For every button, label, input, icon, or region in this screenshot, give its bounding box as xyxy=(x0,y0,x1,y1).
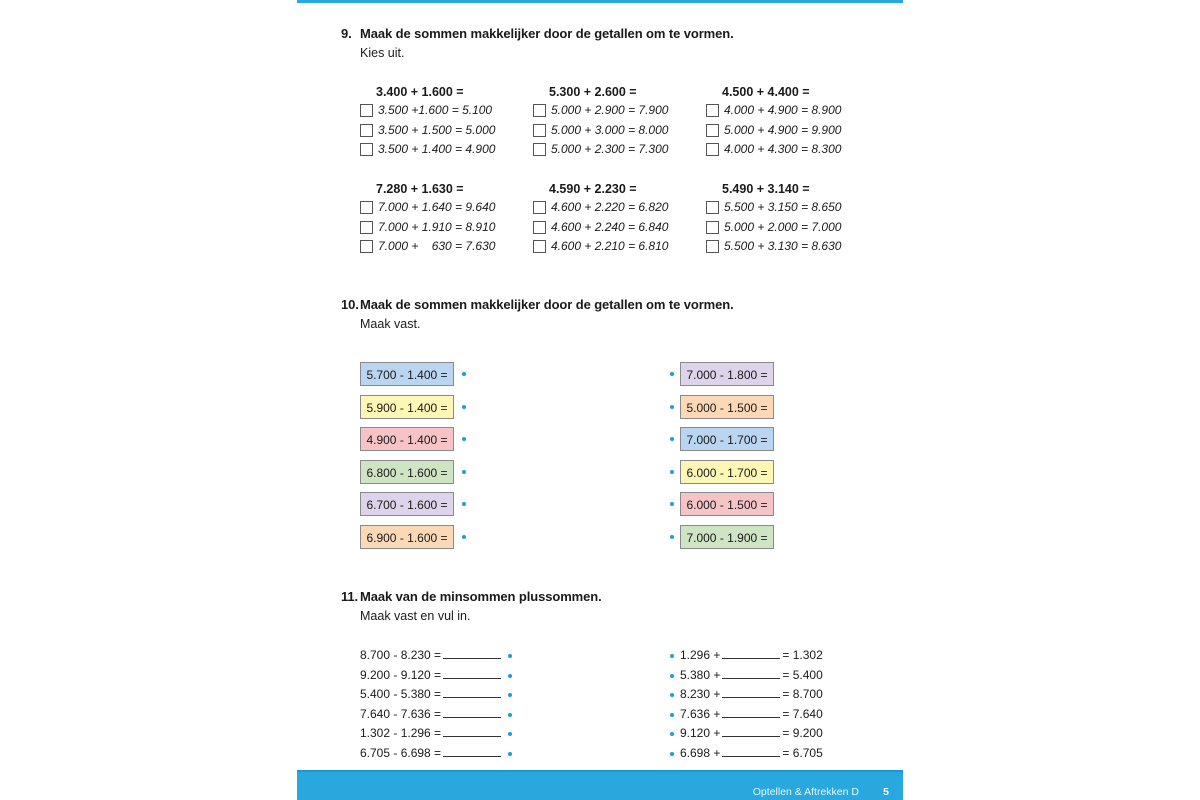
choice-option-label: 3.500 +1.600 = 5.100 xyxy=(378,103,493,117)
minus-sum-row xyxy=(360,744,503,763)
match-box-right[interactable]: 5.000 - 1.500 = xyxy=(680,395,774,419)
checkbox[interactable] xyxy=(706,104,719,117)
choice-option-label: 4.600 + 2.210 = 6.810 xyxy=(551,239,669,253)
choice-sum: 4.590 + 2.230 = xyxy=(549,182,637,196)
choice-option xyxy=(533,140,703,160)
minus-sum: 6.705 - 6.698 = xyxy=(360,745,442,760)
q11-heading xyxy=(341,589,602,604)
answer-blank[interactable] xyxy=(443,706,501,718)
choice-block xyxy=(706,83,876,160)
match-dot[interactable] xyxy=(508,693,512,697)
plus-sum-row xyxy=(680,744,823,763)
match-dot[interactable] xyxy=(462,470,466,474)
choice-block xyxy=(360,83,530,160)
worksheet-page xyxy=(297,0,903,800)
plus-sum-result: = 1.302 xyxy=(782,648,823,662)
checkbox[interactable] xyxy=(360,240,373,253)
checkbox[interactable] xyxy=(706,221,719,234)
match-box-right[interactable]: 6.000 - 1.500 = xyxy=(680,492,774,516)
checkbox[interactable] xyxy=(533,201,546,214)
q9-heading xyxy=(341,26,734,41)
match-dot[interactable] xyxy=(670,713,674,717)
match-box-left[interactable]: 6.700 - 1.600 = xyxy=(360,492,454,516)
choice-option xyxy=(706,101,876,121)
choice-option-label: 4.000 + 4.300 = 8.300 xyxy=(724,142,842,156)
plus-sum-start: 9.120 + xyxy=(680,726,721,740)
match-box-right[interactable]: 7.000 - 1.900 = xyxy=(680,525,774,549)
choice-sum: 3.400 + 1.600 = xyxy=(376,85,464,99)
match-dot[interactable] xyxy=(508,654,512,658)
match-box-left[interactable]: 6.900 - 1.600 = xyxy=(360,525,454,549)
plus-sum-result: = 6.705 xyxy=(782,745,823,760)
choice-sum: 5.490 + 3.140 = xyxy=(722,182,810,196)
choice-option xyxy=(360,121,530,141)
choice-option-label: 5.500 + 3.150 = 8.650 xyxy=(724,200,842,214)
choice-block xyxy=(706,180,876,257)
plus-sum-row xyxy=(680,705,823,724)
checkbox[interactable] xyxy=(706,124,719,137)
choice-option xyxy=(706,198,876,218)
choice-option-label: 4.600 + 2.220 = 6.820 xyxy=(551,200,669,214)
choice-option xyxy=(533,198,703,218)
choice-option-label: 5.000 + 2.300 = 7.300 xyxy=(551,142,669,156)
answer-blank[interactable] xyxy=(443,686,501,698)
checkbox[interactable] xyxy=(360,104,373,117)
choice-option xyxy=(533,101,703,121)
match-box-left[interactable]: 5.700 - 1.400 = xyxy=(360,362,454,386)
q11-number: 11. xyxy=(341,589,359,604)
checkbox[interactable] xyxy=(706,240,719,253)
choice-option xyxy=(533,121,703,141)
page-footer xyxy=(297,770,903,800)
match-dot[interactable] xyxy=(670,674,674,678)
match-dot[interactable] xyxy=(462,535,466,539)
answer-blank[interactable] xyxy=(443,725,501,737)
choice-option xyxy=(706,140,876,160)
choice-option-label: 5.000 + 3.000 = 8.000 xyxy=(551,122,669,137)
footer-strip xyxy=(297,770,903,772)
answer-blank[interactable] xyxy=(722,745,780,757)
plus-sum-row xyxy=(680,685,823,704)
choice-option xyxy=(706,218,876,238)
match-dot[interactable] xyxy=(670,405,674,409)
answer-blank[interactable] xyxy=(722,647,780,659)
match-box-right[interactable]: 6.000 - 1.700 = xyxy=(680,460,774,484)
plus-sum-start: 6.698 + xyxy=(680,745,721,760)
choice-sum: 5.300 + 2.600 = xyxy=(549,85,637,99)
match-dot[interactable] xyxy=(670,732,674,736)
q11-title: Maak van de minsommen plussommen. xyxy=(360,589,602,604)
answer-blank[interactable] xyxy=(722,725,780,737)
match-dot[interactable] xyxy=(508,713,512,717)
match-dot[interactable] xyxy=(670,372,674,376)
choice-sum: 4.500 + 4.400 = xyxy=(722,85,810,99)
plus-sum-result: = 9.200 xyxy=(782,726,823,740)
choice-option xyxy=(360,198,530,218)
checkbox[interactable] xyxy=(533,124,546,137)
choice-option-label: 7.000 + 630 = 7.630 xyxy=(378,239,496,253)
page-number: 5 xyxy=(883,786,889,798)
checkbox[interactable] xyxy=(706,201,719,214)
choice-option-label: 3.500 + 1.500 = 5.000 xyxy=(378,122,496,137)
minus-sum: 7.640 - 7.636 = xyxy=(360,706,442,721)
plus-sum-result: = 7.640 xyxy=(782,706,823,721)
answer-blank[interactable] xyxy=(722,686,780,698)
minus-sum: 8.700 - 8.230 = xyxy=(360,648,442,662)
choice-option-label: 5.500 + 3.130 = 8.630 xyxy=(724,239,842,253)
choice-block xyxy=(533,83,703,160)
plus-sum-start: 5.380 + xyxy=(680,667,721,682)
match-dot[interactable] xyxy=(462,437,466,441)
choice-block xyxy=(533,180,703,257)
q9-number: 9. xyxy=(341,26,352,41)
match-dot[interactable] xyxy=(670,437,674,441)
choice-option-label: 5.000 + 4.900 = 9.900 xyxy=(724,122,842,137)
minus-sum: 9.200 - 9.120 = xyxy=(360,667,442,682)
q10-title: Maak de sommen makkelijker door de getallen om te vormen. xyxy=(360,297,734,312)
plus-sum-result: = 5.400 xyxy=(782,667,823,682)
choice-option xyxy=(533,218,703,238)
minus-sum-row xyxy=(360,646,503,665)
choice-option-label: 4.000 + 4.900 = 8.900 xyxy=(724,103,842,117)
plus-sum-row xyxy=(680,646,823,665)
checkbox[interactable] xyxy=(533,143,546,156)
match-dot[interactable] xyxy=(508,752,512,756)
answer-blank[interactable] xyxy=(722,706,780,718)
checkbox[interactable] xyxy=(706,143,719,156)
plus-sum-row xyxy=(680,666,823,685)
match-dot[interactable] xyxy=(670,535,674,539)
match-dot[interactable] xyxy=(670,752,674,756)
minus-sum-row xyxy=(360,724,503,743)
minus-sum-row xyxy=(360,666,503,685)
choice-option-label: 7.000 + 1.640 = 9.640 xyxy=(378,200,496,214)
minus-sum: 1.302 - 1.296 = xyxy=(360,726,442,740)
match-box-left[interactable]: 5.900 - 1.400 = xyxy=(360,395,454,419)
choice-option-label: 7.000 + 1.910 = 8.910 xyxy=(378,219,496,234)
choice-option xyxy=(706,237,876,257)
match-box-left[interactable]: 6.800 - 1.600 = xyxy=(360,460,454,484)
checkbox[interactable] xyxy=(360,201,373,214)
choice-option xyxy=(360,101,530,121)
choice-option-label: 4.600 + 2.240 = 6.840 xyxy=(551,219,669,234)
q10-instruction: Maak vast. xyxy=(360,317,421,331)
choice-option-label: 3.500 + 1.400 = 4.900 xyxy=(378,142,496,156)
minus-sum-row xyxy=(360,685,503,704)
plus-sum-start: 8.230 + xyxy=(680,687,721,701)
match-dot[interactable] xyxy=(670,470,674,474)
match-dot[interactable] xyxy=(670,693,674,697)
footer-label: Optellen & Aftrekken D xyxy=(752,786,859,798)
q9-title: Maak de sommen makkelijker door de getallen om te vormen. xyxy=(360,26,734,41)
answer-blank[interactable] xyxy=(443,667,501,679)
plus-sum-row xyxy=(680,724,823,743)
answer-blank[interactable] xyxy=(443,745,501,757)
checkbox[interactable] xyxy=(360,221,373,234)
answer-blank[interactable] xyxy=(722,667,780,679)
match-box-left[interactable]: 4.900 - 1.400 = xyxy=(360,427,454,451)
match-box-right[interactable]: 7.000 - 1.800 = xyxy=(680,362,774,386)
choice-block xyxy=(360,180,530,257)
checkbox[interactable] xyxy=(360,124,373,137)
checkbox[interactable] xyxy=(360,143,373,156)
match-dot[interactable] xyxy=(462,372,466,376)
match-dot[interactable] xyxy=(508,674,512,678)
top-rule xyxy=(297,0,903,3)
checkbox[interactable] xyxy=(533,221,546,234)
choice-sum: 7.280 + 1.630 = xyxy=(376,182,464,196)
plus-sum-start: 7.636 + xyxy=(680,706,721,721)
choice-option xyxy=(706,121,876,141)
match-dot[interactable] xyxy=(462,405,466,409)
choice-option-label: 5.000 + 2.900 = 7.900 xyxy=(551,103,669,117)
checkbox[interactable] xyxy=(533,240,546,253)
choice-option xyxy=(360,218,530,238)
match-dot[interactable] xyxy=(670,502,674,506)
match-dot[interactable] xyxy=(670,654,674,658)
choice-option xyxy=(533,237,703,257)
q10-number: 10. xyxy=(341,297,359,312)
choice-option xyxy=(360,140,530,160)
minus-sum-row xyxy=(360,705,503,724)
minus-sum: 5.400 - 5.380 = xyxy=(360,687,442,701)
match-dot[interactable] xyxy=(508,732,512,736)
match-dot[interactable] xyxy=(462,502,466,506)
q11-instruction: Maak vast en vul in. xyxy=(360,609,471,623)
q10-heading xyxy=(341,297,734,312)
choice-option xyxy=(360,237,530,257)
match-box-right[interactable]: 7.000 - 1.700 = xyxy=(680,427,774,451)
plus-sum-start: 1.296 + xyxy=(680,648,721,662)
answer-blank[interactable] xyxy=(443,647,501,659)
q9-instruction: Kies uit. xyxy=(360,46,405,60)
choice-option-label: 5.000 + 2.000 = 7.000 xyxy=(724,219,842,234)
checkbox[interactable] xyxy=(533,104,546,117)
plus-sum-result: = 8.700 xyxy=(782,687,823,701)
